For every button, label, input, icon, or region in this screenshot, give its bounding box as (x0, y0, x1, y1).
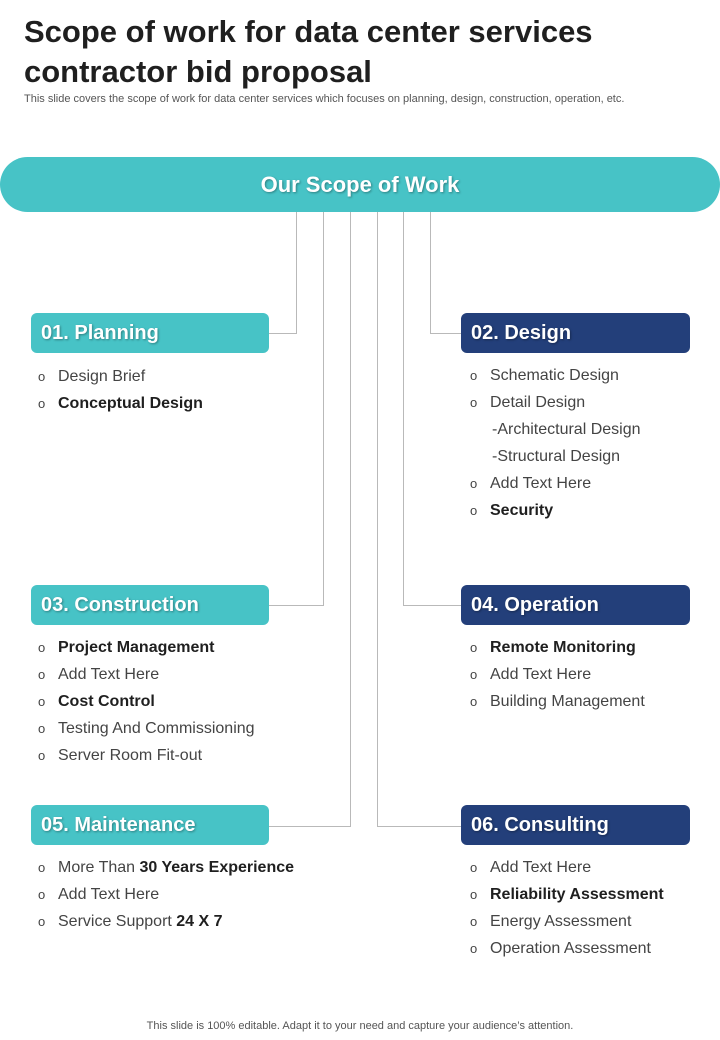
construction-card-label: 03. Construction (41, 593, 199, 616)
maintenance-card-label: 05. Maintenance (41, 813, 196, 836)
circle-bullet-icon: o (38, 369, 46, 384)
connector-construction-h (269, 605, 324, 606)
list-item: o Conceptual Design (38, 390, 298, 417)
list-item: o More Than 30 Years Experience (38, 854, 298, 881)
list-item: o Add Text Here (470, 854, 720, 881)
construction-list (38, 634, 298, 769)
list-item: o Schematic Design (470, 362, 720, 389)
connector-operation-h (403, 605, 461, 606)
operation-card (461, 585, 690, 625)
circle-bullet-icon: o (470, 368, 478, 383)
design-card (461, 313, 690, 353)
page-title: Scope of work for data center services contractor bid proposal (24, 14, 593, 89)
consulting-card-label: 06. Consulting (471, 813, 609, 836)
circle-bullet-icon: o (38, 694, 46, 709)
list-item: o Energy Assessment (470, 908, 720, 935)
circle-bullet-icon: o (470, 640, 478, 655)
list-item: o Security (470, 497, 720, 524)
list-item: o Detail Design (470, 389, 720, 416)
circle-bullet-icon: o (470, 395, 478, 410)
design-card-label: 02. Design (471, 321, 572, 344)
footer-note: This slide is 100% editable. Adapt it to your need and capture your audience’s attention. (146, 1020, 574, 1032)
planning-list (38, 363, 298, 417)
planning-card (31, 313, 269, 353)
list-item: o Cost Control (38, 688, 298, 715)
list-item: o Remote Monitoring (470, 634, 720, 661)
list-item: o Add Text Here (470, 470, 720, 497)
consulting-list (470, 854, 720, 962)
circle-bullet-icon: o (38, 748, 46, 763)
circle-bullet-icon: o (470, 887, 478, 902)
scope-banner-label: Our Scope of Work (260, 171, 460, 197)
circle-bullet-icon: o (38, 396, 46, 411)
planning-card-label: 01. Planning (41, 321, 159, 344)
design-list (470, 362, 720, 524)
list-item: o Server Room Fit-out (38, 742, 298, 769)
list-item: o Project Management (38, 634, 298, 661)
connector-construction-v (323, 212, 324, 605)
list-item: o Building Management (470, 688, 720, 715)
connector-design-h (430, 333, 461, 334)
connector-planning-h (269, 333, 297, 334)
connector-consulting-h (377, 826, 461, 827)
circle-bullet-icon: o (470, 914, 478, 929)
connector-consulting-v (377, 212, 378, 826)
connector-design-v (430, 212, 431, 333)
circle-bullet-icon: o (470, 667, 478, 682)
consulting-card (461, 805, 690, 845)
list-item: o Design Brief (38, 363, 298, 390)
circle-bullet-icon: o (470, 860, 478, 875)
list-item: -Structural Design (492, 448, 621, 465)
circle-bullet-icon: o (470, 476, 478, 491)
circle-bullet-icon: o (38, 667, 46, 682)
circle-bullet-icon: o (470, 694, 478, 709)
construction-card (31, 585, 269, 625)
list-item: o Add Text Here (470, 661, 720, 688)
list-item: o Add Text Here (38, 881, 298, 908)
maintenance-card (31, 805, 269, 845)
circle-bullet-icon: o (38, 887, 46, 902)
circle-bullet-icon: o (38, 914, 46, 929)
circle-bullet-icon: o (38, 640, 46, 655)
list-item: o Service Support 24 X 7 (38, 908, 298, 935)
page-subtitle: This slide covers the scope of work for data center services which focuses on planning, design, construction, operation, etc. (24, 93, 625, 105)
circle-bullet-icon: o (470, 503, 478, 518)
connector-planning-v (296, 212, 297, 333)
connector-maintenance-h (269, 826, 351, 827)
circle-bullet-icon: o (38, 721, 46, 736)
connector-operation-v (403, 212, 404, 605)
operation-card-label: 04. Operation (471, 593, 599, 616)
list-item: o Reliability Assessment (470, 881, 720, 908)
list-item: o Operation Assessment (470, 935, 720, 962)
circle-bullet-icon: o (470, 941, 478, 956)
list-item: o Add Text Here (38, 661, 298, 688)
circle-bullet-icon: o (38, 860, 46, 875)
connector-maintenance-v (350, 212, 351, 826)
list-item: -Architectural Design (492, 421, 641, 438)
scope-banner (0, 157, 720, 212)
maintenance-list (38, 854, 298, 935)
operation-list (470, 634, 720, 715)
list-item: o Testing And Commissioning (38, 715, 298, 742)
